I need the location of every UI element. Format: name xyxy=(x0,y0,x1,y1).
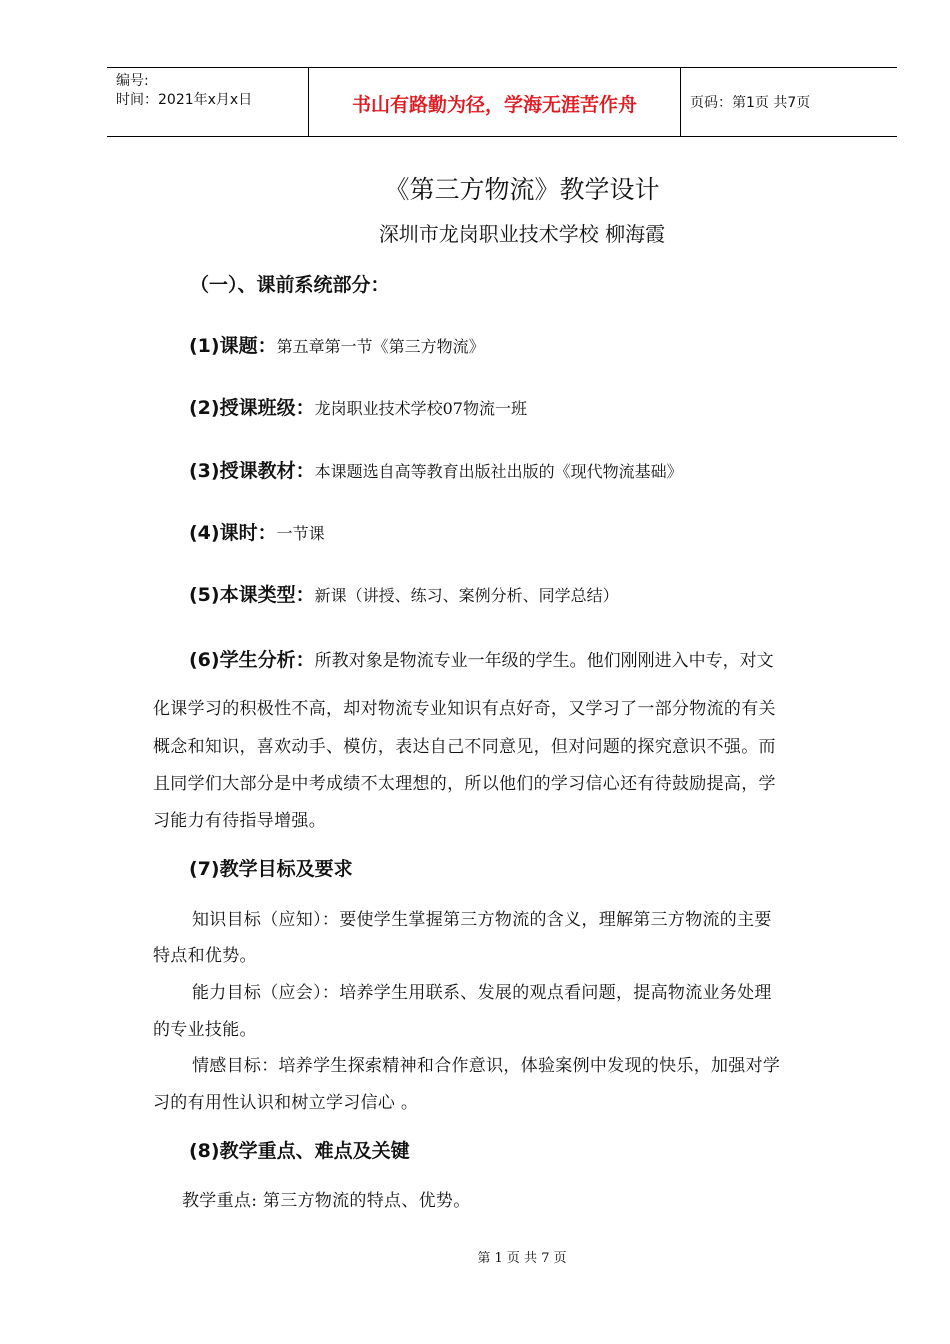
student-analysis-line: 习能力有待指导增强。 xyxy=(153,811,326,831)
item-textbook xyxy=(189,456,683,483)
item-value: 本课题选自高等教育出版社出版的《现代物流基础》 xyxy=(314,462,683,481)
item-label: (1)课题： xyxy=(189,335,277,357)
knowledge-goal-line: 特点和优势。 xyxy=(153,946,257,966)
header-table xyxy=(107,67,897,137)
teaching-focus-line: 教学重点: 第三方物流的特点、优势。 xyxy=(182,1191,471,1211)
item-label: (4)课时： xyxy=(189,522,277,544)
item-label: (2)授课班级： xyxy=(189,397,315,419)
emotion-goal-line: 情感目标：培养学生探索精神和合作意识，体验案例中发现的快乐，加强对学 xyxy=(192,1056,781,1076)
header-motto: 书山有路勤为径，学海无涯苦作舟 xyxy=(309,68,681,136)
key-points-heading: (8)教学重点、难点及关键 xyxy=(189,1140,410,1162)
item-topic xyxy=(189,331,485,358)
item-label: (3)授课教材： xyxy=(189,460,315,482)
item-value: 一节课 xyxy=(276,524,325,543)
header-meta-cell xyxy=(107,68,309,136)
item-value: 龙岗职业技术学校07物流一班 xyxy=(314,399,527,418)
section-heading-pre-class: （一）、课前系统部分： xyxy=(190,274,390,296)
document-author: 深圳市龙岗职业技术学校 柳海霞 xyxy=(378,222,666,246)
header-time-label: 时间：2021年x月x日 xyxy=(116,92,253,108)
knowledge-goal-line: 知识目标（应知）：要使学生掌握第三方物流的含义，理解第三方物流的主要 xyxy=(192,910,772,930)
ability-goal-line: 的专业技能。 xyxy=(153,1020,257,1040)
student-analysis-line: 概念和知识，喜欢动手、模仿，表达自己不同意见，但对问题的探究意识不强。而 xyxy=(153,737,776,757)
item-label: (6)学生分析： xyxy=(189,649,315,671)
ability-goal-line: 能力目标（应会）：培养学生用联系、发展的观点看问题，提高物流业务处理 xyxy=(192,983,772,1003)
goals-heading: (7)教学目标及要求 xyxy=(189,858,353,880)
emotion-goal-line: 习的有用性认识和树立学习信心 。 xyxy=(153,1093,419,1113)
student-analysis-first-line: 所教对象是物流专业一年级的学生。他们刚刚进入中专，对文 xyxy=(314,651,774,671)
student-analysis-line: 化课学习的积极性不高，却对物流专业知识有点好奇，又学习了一部分物流的有关 xyxy=(153,699,776,719)
item-label: (5)本课类型： xyxy=(189,584,315,606)
header-page-info: 页码：第1页 共7页 xyxy=(690,95,811,111)
item-duration xyxy=(189,518,325,545)
item-value: 第五章第一节《第三方物流》 xyxy=(276,337,485,356)
page-footer: 第 1 页 共 7 页 xyxy=(477,1251,567,1266)
header-code-label: 编号: xyxy=(116,73,149,89)
item-lesson-type xyxy=(189,580,619,607)
item-class xyxy=(189,393,527,420)
document-title: 《第三方物流》教学设计 xyxy=(384,175,660,204)
student-analysis-line: 且同学们大部分是中考成绩不太理想的，所以他们的学习信心还有待鼓励提高，学 xyxy=(153,774,776,794)
item-value: 新课（讲授、练习、案例分析、同学总结） xyxy=(314,586,619,605)
item-student-analysis xyxy=(189,645,774,672)
